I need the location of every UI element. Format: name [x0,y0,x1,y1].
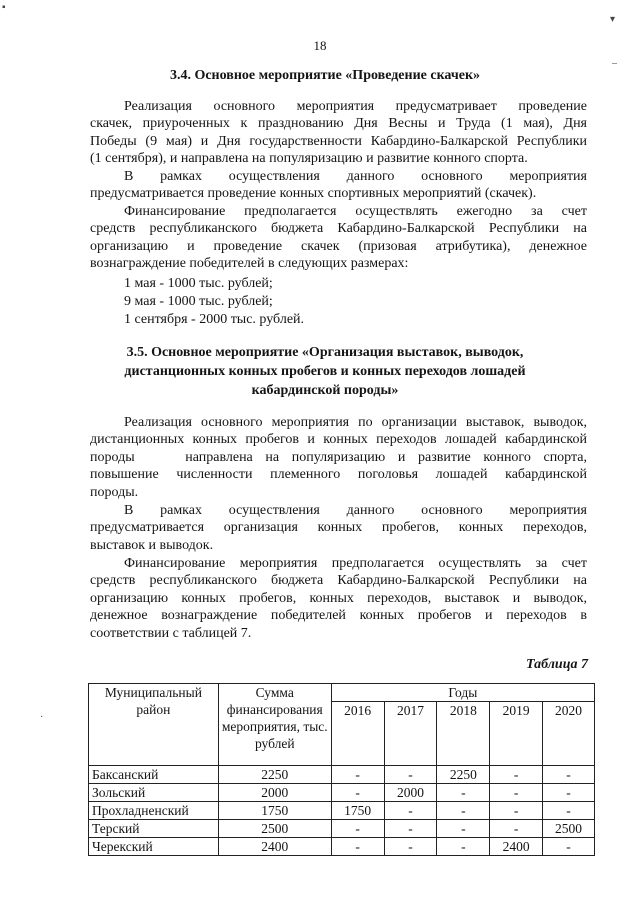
year-header: 2018 [437,702,490,766]
table-row [89,802,595,820]
text-line: скачек, приуроченных к празднованию Дня Весны и Труда (1 мая), Дня [90,116,587,132]
scan-mark: · [40,712,44,723]
district-cell: Прохладненский [89,802,219,820]
year-cell: - [437,838,490,856]
sum-cell: 2000 [218,784,331,802]
section-3-4-paragraph-2 [90,168,587,203]
text-line: организацию и проведение скачек (призовая атрибутика), денежное [90,238,587,254]
year-cell: - [331,838,384,856]
prize-list [124,275,304,329]
section-3-5-paragraph-2 [90,502,587,554]
text-line: породы направлена на популяризацию и развитие конного спорта, [90,449,587,465]
year-header: 2016 [331,702,384,766]
text-line: вознаграждение победителей в следующих размерах: [90,256,409,272]
section-3-4-paragraph-3 [90,203,587,273]
year-cell: 2250 [437,766,490,784]
year-cell: - [543,784,595,802]
page-number: 18 [313,38,327,53]
district-cell: Терский [89,820,219,838]
text-line: предусматривается проведение конных спортивных мероприятий (скачек). [90,186,537,202]
sum-cell: 2500 [218,820,331,838]
text-line: предусматривается организация конных пробегов, конных переходов, [90,520,587,536]
text-line: Финансирование мероприятия предполагается осуществлять за счет [124,556,587,571]
year-cell: - [384,766,437,784]
district-cell: Черекский [89,838,219,856]
text-line: Реализация основного мероприятия предусматривает проведение [124,99,587,114]
heading-line: кабардинской породы» [251,383,399,398]
text-line: В рамках осуществления данного основного мероприятия [124,169,587,184]
heading-line: 3.5. Основное мероприятие «Организация выставок, выводок, [126,345,524,360]
year-cell: - [437,784,490,802]
year-cell: - [437,820,490,838]
year-cell: - [384,838,437,856]
sum-cell: 2250 [218,766,331,784]
section-3-5-paragraph-3 [90,555,587,642]
year-cell: - [543,802,595,820]
year-cell: - [543,766,595,784]
list-item: 9 мая - 1000 тыс. рублей; [124,294,273,309]
text-line: выставок и выводок. [90,537,214,553]
district-cell: Зольский [89,784,219,802]
year-header: 2019 [490,702,543,766]
year-cell: 2000 [384,784,437,802]
funding-table [88,683,595,856]
year-cell: - [331,784,384,802]
text-line: В рамках осуществления данного основного мероприятия [124,503,587,518]
year-cell: - [384,802,437,820]
year-cell: - [490,820,543,838]
table-caption: Таблица 7 [526,657,588,672]
list-item: 1 мая - 1000 тыс. рублей; [124,276,273,291]
heading-line: дистанционных конных пробегов и конных переходов лошадей [124,364,526,379]
table-row [89,820,595,838]
text-line: средств республиканского бюджета Кабардино-Балкарской Республики на [90,573,587,589]
scan-mark: – [612,58,617,69]
table-row [89,784,595,802]
section-3-4-paragraph-1 [90,98,587,168]
text-line: средств республиканского бюджета Кабардино-Балкарской Республики на [90,221,587,237]
text-line: денежное вознаграждение победителей конных пробегов и переходов в [90,608,587,624]
year-cell: - [437,802,490,820]
year-header: 2017 [384,702,437,766]
text-line: Финансирование предполагается осуществлять ежегодно за счет [124,204,587,219]
column-header-sum: Сумма финансирования мероприятия, тыс. рублей [218,684,331,766]
column-header-years: Годы [331,684,594,702]
year-cell: 2400 [490,838,543,856]
year-cell: - [331,766,384,784]
text-line: организацию конных пробегов, конных переходов, выставок и выводок, [90,590,587,606]
section-3-5-paragraph-1 [90,414,587,501]
scan-mark: ▾ [610,14,616,25]
table-row [89,838,595,856]
year-cell: - [490,766,543,784]
year-cell: - [490,802,543,820]
text-line: породы. [90,484,139,500]
text-line: Победы (9 мая) и Дня государственности Кабардино-Балкарской Республики [90,133,587,149]
year-cell: 2500 [543,820,595,838]
year-cell: - [331,820,384,838]
section-3-4-heading: 3.4. Основное мероприятие «Проведение скачек» [169,68,481,83]
year-cell: 1750 [331,802,384,820]
text-line: (1 сентября), и направлена на популяризацию и развитие конного спорта. [90,151,528,167]
column-header-district: Муниципальный район [89,684,219,766]
text-line: Реализация основного мероприятия по организации выставок, выводок, [124,415,587,430]
year-cell: - [384,820,437,838]
text-line: соответствии с таблицей 7. [90,625,252,641]
table-header-row [89,684,595,702]
year-header: 2020 [543,702,595,766]
sum-cell: 1750 [218,802,331,820]
text-line: дистанционных конных пробегов и конных переходов лошадей кабардинской [90,432,587,448]
list-item: 1 сентября - 2000 тыс. рублей. [124,312,305,327]
scan-mark: ▪ [2,2,6,13]
year-cell: - [490,784,543,802]
text-line: повышение численности племенного поголовья лошадей кабардинской [90,467,587,483]
section-3-5-heading [60,343,590,400]
table-row [89,766,595,784]
district-cell: Баксанский [89,766,219,784]
sum-cell: 2400 [218,838,331,856]
year-cell: - [543,838,595,856]
